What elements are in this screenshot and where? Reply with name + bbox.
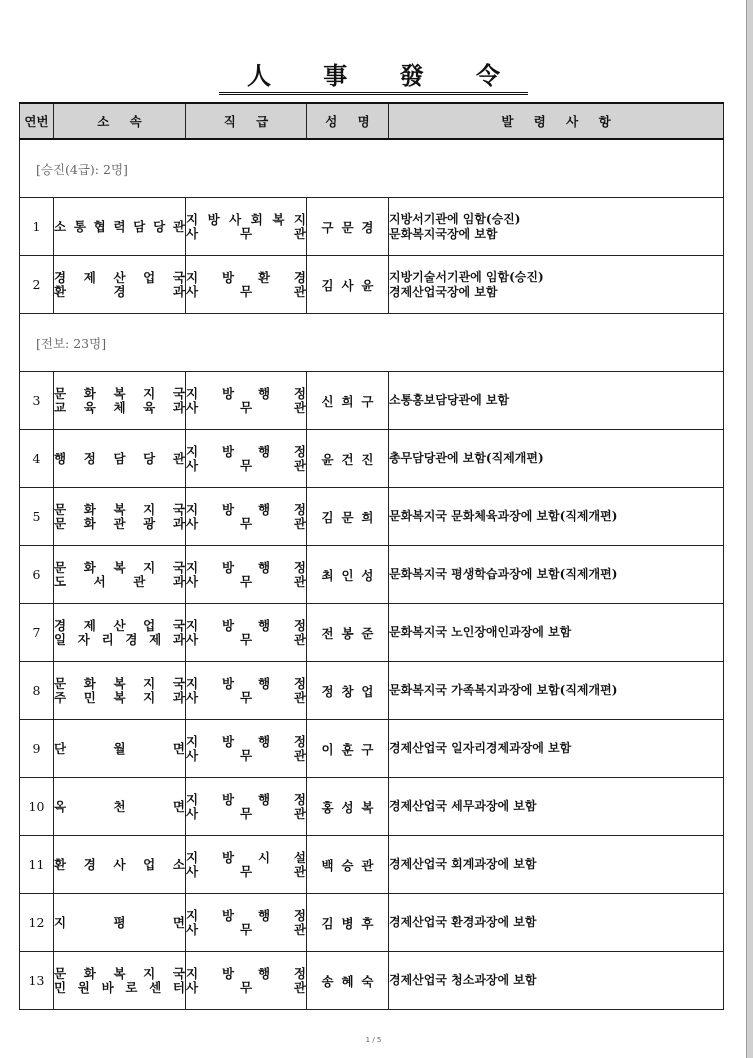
table-row [20,546,724,604]
serial-number: 1 [20,198,54,256]
person-name: 최 인 성 [321,567,374,583]
name-cell [307,488,389,546]
appointment-cell [389,662,724,720]
department-line: 환 경 과 [54,283,185,299]
department-line: 문 화 복 지 국 [54,965,185,981]
appointment-cell [389,256,724,314]
department-cell [54,952,186,1010]
department-line: 소 통 협 력 담 당 관 [54,218,185,234]
appointment-line: 경제산업국장에 보함 [389,284,498,299]
grade-line: 사 무 관 [186,399,306,415]
department-cell [54,372,186,430]
grade-cell [186,662,307,720]
table-row [20,488,724,546]
serial-number: 11 [20,836,54,894]
appointment-line: 경제산업국 청소과장에 보함 [389,973,537,987]
table-row [20,778,724,836]
grade-line: 사 무 관 [186,573,306,589]
department-line: 문 화 복 지 국 [54,559,185,575]
person-name: 김 문 희 [321,509,374,525]
department-cell [54,198,186,256]
grade-cell [186,256,307,314]
grade-cell [186,720,307,778]
table-row [20,372,724,430]
person-name: 이 훈 구 [321,741,374,757]
serial-number: 4 [20,430,54,488]
name-cell [307,778,389,836]
document-title [0,56,747,95]
appointment-line: 소통홍보담당관에 보함 [389,393,510,407]
appointment-line: 문화복지국 문화체육과장에 보함(직제개편) [389,509,618,523]
grade-line: 지 방 행 정 [186,385,306,401]
department-cell [54,836,186,894]
department-cell [54,662,186,720]
grade-line: 지 방 행 정 [186,559,306,575]
department-cell [54,894,186,952]
appointment-cell [389,198,724,256]
grade-line: 지 방 행 정 [186,907,306,923]
appointment-line: 문화복지국 노인장애인과장에 보함 [389,625,572,639]
appointment-line: 경제산업국 환경과장에 보함 [389,915,537,929]
grade-line: 지 방 행 정 [186,617,306,633]
department-cell [54,546,186,604]
person-name: 구 문 경 [321,219,374,235]
department-line: 단 월 면 [54,740,185,756]
grade-cell [186,198,307,256]
serial-number: 5 [20,488,54,546]
serial-number: 10 [20,778,54,836]
grade-cell [186,488,307,546]
serial-number: 12 [20,894,54,952]
personnel-table [19,102,724,1010]
department-line: 행 정 담 당 관 [54,450,185,466]
title-text: 人 事 發 令 [219,56,528,95]
grade-line: 사 무 관 [186,283,306,299]
section-label: [전보: 23명] [20,314,724,372]
person-name: 정 창 업 [321,683,374,699]
person-name: 송 혜 숙 [321,973,374,989]
header-serial: 연번 [20,103,54,139]
table-row [20,604,724,662]
department-line: 문 화 복 지 국 [54,385,185,401]
grade-line: 지 방 행 정 [186,675,306,691]
serial-number: 13 [20,952,54,1010]
serial-number: 2 [20,256,54,314]
grade-line: 사 무 관 [186,225,306,241]
header-appointment: 발 령 사 항 [389,103,724,139]
name-cell [307,662,389,720]
name-cell [307,372,389,430]
serial-number: 8 [20,662,54,720]
header-department: 소 속 [54,103,186,139]
grade-line: 사 무 관 [186,515,306,531]
department-cell [54,604,186,662]
appointment-line: 경제산업국 일자리경제과장에 보함 [389,741,572,755]
appointment-line: 문화복지국 평생학습과장에 보함(직제개편) [389,567,618,581]
name-cell [307,430,389,488]
header-grade: 직 급 [186,103,307,139]
table-row [20,430,724,488]
grade-line: 지 방 시 설 [186,849,306,865]
name-cell [307,256,389,314]
department-line: 문 화 복 지 국 [54,501,185,517]
person-name: 김 사 윤 [321,277,374,293]
section-row [20,314,724,372]
person-name: 백 승 관 [321,857,374,873]
name-cell [307,604,389,662]
person-name: 전 봉 준 [321,625,374,641]
appointment-cell [389,430,724,488]
department-line: 교 육 체 육 과 [54,399,185,415]
table-row [20,894,724,952]
table-header-row [20,103,724,139]
grade-line: 사 무 관 [186,457,306,473]
serial-number: 7 [20,604,54,662]
serial-number: 3 [20,372,54,430]
grade-line: 지 방 사 회 복 지 [186,211,306,227]
name-cell [307,198,389,256]
department-line: 문 화 관 광 과 [54,515,185,531]
department-cell [54,256,186,314]
grade-line: 사 무 관 [186,863,306,879]
grade-line: 지 방 행 정 [186,443,306,459]
grade-cell [186,778,307,836]
department-line: 경 제 산 업 국 [54,617,185,633]
grade-line: 사 무 관 [186,921,306,937]
grade-line: 사 무 관 [186,805,306,821]
department-cell [54,778,186,836]
grade-line: 사 무 관 [186,631,306,647]
department-line: 지 평 면 [54,914,185,930]
appointment-cell [389,836,724,894]
grade-line: 지 방 행 정 [186,733,306,749]
grade-cell [186,546,307,604]
appointment-cell [389,488,724,546]
department-cell [54,720,186,778]
table-body [20,139,724,1010]
appointment-cell [389,894,724,952]
name-cell [307,952,389,1010]
table-row [20,952,724,1010]
table-row [20,836,724,894]
grade-line: 지 방 행 정 [186,791,306,807]
appointment-line: 경제산업국 세무과장에 보함 [389,799,537,813]
table-row [20,720,724,778]
table-row [20,198,724,256]
serial-number: 9 [20,720,54,778]
department-cell [54,430,186,488]
page-number: 1 / 5 [365,1036,382,1044]
appointment-cell [389,778,724,836]
appointment-cell [389,720,724,778]
name-cell [307,836,389,894]
appointment-line: 문화복지국장에 보함 [389,226,498,241]
grade-cell [186,430,307,488]
name-cell [307,546,389,604]
table-row [20,662,724,720]
appointment-cell [389,372,724,430]
person-name: 김 병 후 [321,915,374,931]
table-row [20,256,724,314]
person-name: 신 희 구 [321,393,374,409]
department-line: 민 원 바 로 센 터 [54,979,185,995]
appointment-cell [389,546,724,604]
grade-line: 지 방 환 경 [186,269,306,285]
appointment-line: 지방서기관에 임함(승진) [389,211,521,226]
grade-line: 사 무 관 [186,689,306,705]
appointment-line: 총무담당관에 보함(직제개편) [389,451,544,465]
department-line: 경 제 산 업 국 [54,269,185,285]
appointment-cell [389,952,724,1010]
department-line: 옥 천 면 [54,798,185,814]
appointment-cell [389,604,724,662]
department-line: 주 민 복 지 과 [54,689,185,705]
page-edge-shadow [746,0,753,1058]
appointment-line: 문화복지국 가족복지과장에 보함(직제개편) [389,683,618,697]
appointment-line: 지방기술서기관에 임함(승진) [389,269,544,284]
appointment-line: 경제산업국 회계과장에 보함 [389,857,537,871]
person-name: 윤 건 진 [321,451,374,467]
grade-line: 사 무 관 [186,747,306,763]
grade-line: 사 무 관 [186,979,306,995]
grade-line: 지 방 행 정 [186,501,306,517]
serial-number: 6 [20,546,54,604]
grade-line: 지 방 행 정 [186,965,306,981]
header-name: 성 명 [307,103,389,139]
grade-cell [186,894,307,952]
name-cell [307,720,389,778]
department-cell [54,488,186,546]
section-row [20,139,724,198]
department-line: 도 서 관 과 [54,573,185,589]
section-label: [승진(4급): 2명] [20,139,724,198]
name-cell [307,894,389,952]
department-line: 일 자 리 경 제 과 [54,631,185,647]
person-name: 홍 성 복 [321,799,374,815]
grade-cell [186,604,307,662]
department-line: 문 화 복 지 국 [54,675,185,691]
department-line: 환 경 사 업 소 [54,856,185,872]
grade-cell [186,952,307,1010]
grade-cell [186,836,307,894]
grade-cell [186,372,307,430]
